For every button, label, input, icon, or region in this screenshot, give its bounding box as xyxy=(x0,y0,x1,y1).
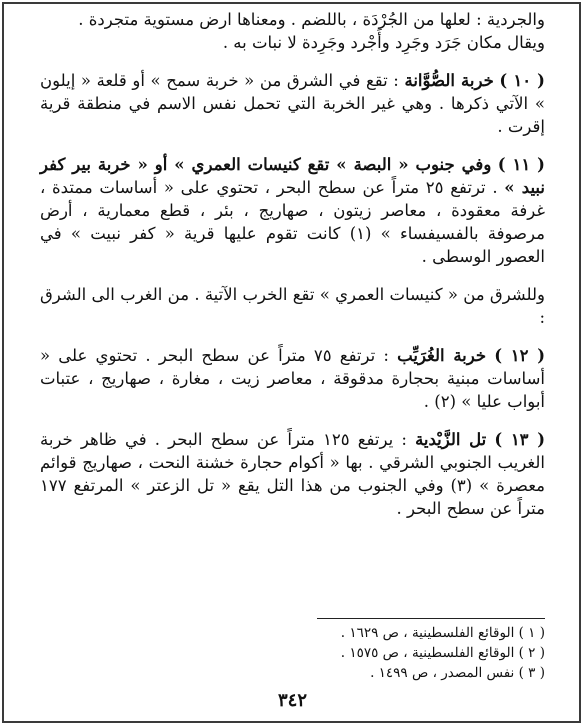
intro-line-1: والجردية : لعلها من الجُرْدَة ، باللضم . ومعناها ارض مستوية متجردة . xyxy=(78,10,545,29)
entry-12-number: ( ١٢ ) xyxy=(494,346,545,365)
footnote-divider xyxy=(317,618,545,619)
entry-12-name: خربة الغُرَيِّب xyxy=(397,346,487,365)
entry-13-name: تل الزَّيْدية xyxy=(415,430,487,449)
entry-11-text: . ترتفع ٢٥ متراً عن سطح البحر ، تحتوي على « أساسات ممتدة ، غرفة معقودة ، معاصر زيتون ، صهاريج ، بئر ، قطع معمارية ، أرض مرصوفة بالفسيفساء » (١) كانت تقوم عليها قرية « كفر نبيت » في العصور الوسطى . xyxy=(40,178,546,266)
entry-13 xyxy=(40,428,545,520)
entry-12 xyxy=(40,344,545,413)
entry-10 xyxy=(40,69,545,138)
page-body xyxy=(40,8,545,520)
footnotes xyxy=(245,623,545,683)
entry-13-text: : يرتفع ١٢٥ متراً عن سطح البحر . في ظاهر خربة الغريب الجنوبي الشرقي . بها « أكوام حجارة خشنة النحت ، صهاريج قوائم معصرة » (٣) وفي الجنوب من هذا التل يقع « تل الزعتر » المرتفع ١٧٧ متراً عن سطح البحر . xyxy=(40,430,545,518)
entry-10-number: ( ١٠ ) xyxy=(499,71,545,90)
entry-10-name: خربة الصُّوَّانة xyxy=(404,71,494,90)
transition-text: وللشرق من « كنيسات العمري » تقع الخرب الآتية . من الغرب الى الشرق : xyxy=(40,285,545,327)
entry-10-text: : تقع في الشرق من « خربة سمح » أو قلعة « إيلون » الآتي ذكرها . وهي غير الخربة التي تحمل نفس الاسم في منطقة قرية إقرت . xyxy=(40,71,545,136)
footnote-2: ( ٢ ) الوقائع الفلسطينية ، ص ١٥٧٥ . xyxy=(340,645,545,661)
entry-11 xyxy=(40,153,545,268)
page-number: ٣٤٢ xyxy=(277,690,307,711)
intro-line-2: ويقال مكان جَرَد وجَرِد وأَجْرد وجَرِدة لا نبات به . xyxy=(222,33,545,52)
entry-11-name: وفي جنوب « البصة » تقع كنيسات العمري » أو « خربة بير كفر نبيد » xyxy=(40,155,545,197)
footnote-1: ( ١ ) الوقائع الفلسطينية ، ص ١٦٢٩ . xyxy=(340,625,545,641)
entry-11-number: ( ١١ ) xyxy=(497,155,545,174)
entry-13-number: ( ١٣ ) xyxy=(494,430,545,449)
footnote-3: ( ٣ ) نفس المصدر ، ص ١٤٩٩ . xyxy=(370,665,545,681)
entry-12-text: : ترتفع ٧٥ متراً عن سطح البحر . تحتوي على « أساسات مبنية بحجارة مدقوقة ، معاصر زيت ، مغارة ، صهاريج ، عتبات أبواب عليا » (٢) . xyxy=(40,346,545,411)
